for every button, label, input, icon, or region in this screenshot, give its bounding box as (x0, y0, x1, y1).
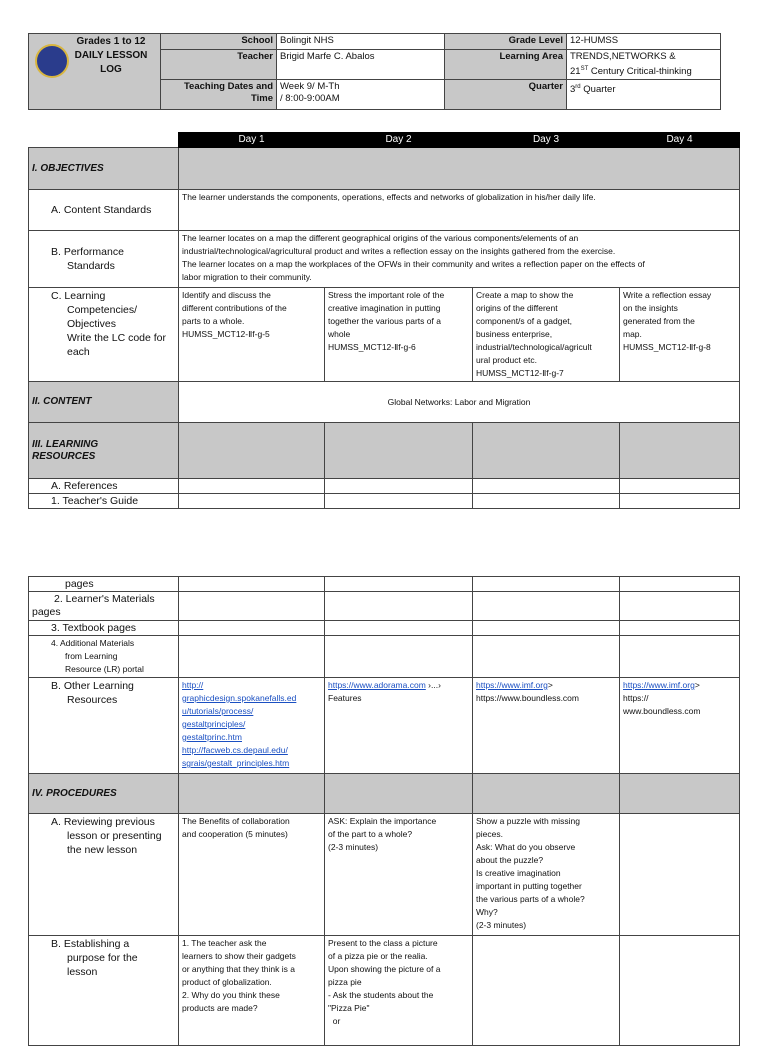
empty-cell (325, 621, 473, 636)
other-resources-day3 (473, 678, 620, 774)
empty-cell (325, 636, 473, 678)
objectives-blank (179, 148, 740, 190)
cell-line: creative imagination in putting (328, 303, 441, 313)
resource-link[interactable]: u/tutorials/process/ (182, 706, 254, 716)
cell-line: Create a map to show the (476, 290, 574, 300)
cell-line: HUMSS_MCT12-Ⅱf-g-5 (182, 329, 270, 339)
empty-cell (179, 592, 325, 621)
resource-link[interactable]: sgrais/gestalt_principles.htm (182, 758, 290, 768)
procedures-heading: IV. PROCEDURES (29, 774, 179, 814)
cell-line: on the insights (623, 303, 678, 313)
content-text: Global Networks: Labor and Migration (179, 382, 740, 423)
empty-cell (620, 577, 740, 592)
teacher-value: Brigid Marfe C. Abalos (277, 50, 445, 80)
empty-cell (179, 577, 325, 592)
cell-line: pieces. (476, 829, 503, 839)
teacher-label: Teacher (161, 50, 277, 80)
dates-value-line2: / 8:00-9:00AM (280, 93, 340, 105)
learning-area-label: Learning Area (445, 50, 567, 80)
resource-suffix: > (694, 680, 700, 690)
header-table (28, 33, 721, 110)
empty-cell (620, 621, 740, 636)
comp-label-line: Write the LC code for (67, 332, 167, 344)
resource-line: Features (328, 693, 362, 703)
cell-line: the various parts of a whole? (476, 894, 585, 904)
dates-label (161, 80, 277, 110)
cell-line: generated from the (623, 316, 695, 326)
dates-value-line1: Week 9/ M-Th (280, 81, 340, 93)
teachers-guide-label: 1. Teacher's Guide (29, 494, 179, 509)
deped-seal-logo (35, 44, 69, 78)
resource-link[interactable]: https://www.imf.org (476, 680, 548, 690)
cell-line: business enterprise, (476, 329, 553, 339)
cell-line: together the various parts of a (328, 316, 441, 326)
resource-suffix: > (547, 680, 553, 690)
textbook-pages-label: 3. Textbook pages (29, 621, 179, 636)
additional-line: Resource (LR) portal (65, 664, 144, 674)
resource-line: www.boundless.com (623, 706, 701, 716)
cell-line: Write a reflection essay (623, 290, 712, 300)
establishing-day2 (325, 936, 473, 1046)
cell-line: pizza pie (328, 977, 362, 987)
cell-line: (2-3 minutes) (328, 842, 379, 852)
cell-line: Upon showing the picture of a (328, 964, 441, 974)
proc-b-label-line: B. Establishing a (51, 938, 130, 950)
competency-day3 (473, 288, 620, 382)
empty-cell (325, 479, 473, 494)
resources-title-line1: III. LEARNING (32, 438, 99, 450)
content-heading: II. CONTENT (29, 382, 179, 423)
empty-cell (620, 494, 740, 509)
cell-line: and cooperation (5 minutes) (182, 829, 288, 839)
performance-standards-text (179, 231, 740, 288)
additional-materials-label (29, 636, 179, 678)
empty-cell (325, 577, 473, 592)
reviewing-day1 (179, 814, 325, 936)
learning-resources-heading (29, 423, 179, 479)
cell-line: "Pizza Pie" (328, 1003, 370, 1013)
reviewing-day3 (473, 814, 620, 936)
comp-label-line: each (67, 346, 90, 358)
content-standards-label: A. Content Standards (29, 190, 179, 231)
proc-a-label-line: lesson or presenting (67, 830, 162, 842)
cell-line: 2. Why do you think these (182, 990, 280, 1000)
empty-cell (473, 577, 620, 592)
cell-line: - Ask the students about the (328, 990, 434, 1000)
resource-link[interactable]: gestaltprinc.htm (182, 732, 242, 742)
resources-title-line2: RESOURCES (32, 450, 96, 462)
other-label-line1: B. Other Learning (51, 680, 134, 692)
competency-day2 (325, 288, 473, 382)
cell-line: Ask: What do you observe (476, 842, 576, 852)
cell-line: 1. The teacher ask the (182, 938, 267, 948)
cell-line: about the puzzle? (476, 855, 544, 865)
day2-header: Day 2 (325, 133, 473, 148)
resource-link[interactable]: http://facweb.cs.depaul.edu/ (182, 745, 288, 755)
references-label: A. References (29, 479, 179, 494)
learning-area-century: 21 (570, 66, 581, 78)
objectives-heading: I. OBJECTIVES (29, 148, 179, 190)
comp-label-line: Objectives (67, 318, 117, 330)
comp-label-line: Competencies/ (67, 304, 138, 316)
resource-link[interactable]: gestaltprinciples/ (182, 719, 246, 729)
teachers-guide-pages-label: pages (29, 577, 179, 592)
resource-line (623, 679, 736, 692)
empty-cell (473, 592, 620, 621)
resources-day4-blank (620, 423, 740, 479)
perf-text-line4: labor migration to their community. (182, 272, 312, 282)
grade-level-label: Grade Level (445, 34, 567, 50)
dates-value (277, 80, 445, 110)
perf-text-line3: The learner locates on a map the workplaces of the OFWs in their community and writes a reflection paper on the effects of (182, 259, 645, 269)
day3-header: Day 3 (473, 133, 620, 148)
empty-cell (179, 636, 325, 678)
competency-day1 (179, 288, 325, 382)
quarter-label: Quarter (445, 80, 567, 110)
dates-label-line1: Teaching Dates and (183, 81, 273, 93)
empty-cell (179, 494, 325, 509)
learning-area-rest: Century Critical-thinking (588, 66, 692, 78)
cell-line: ural product etc. (476, 355, 537, 365)
dll-title-cell (29, 34, 161, 110)
cell-line: HUMSS_MCT12-Ⅱf-g-8 (623, 342, 711, 352)
empty-cell (473, 636, 620, 678)
dll-title-line3: LOG (100, 64, 122, 75)
learners-materials-label (29, 592, 179, 621)
resource-link[interactable]: graphicdesign.spokanefalls.ed (182, 693, 297, 703)
cell-line: Why? (476, 907, 498, 917)
competencies-label (29, 288, 179, 382)
cell-line: industrial/technological/agricult (476, 342, 592, 352)
empty-cell (620, 592, 740, 621)
resource-line (328, 679, 469, 692)
resource-link[interactable]: https://www.imf.org (623, 680, 695, 690)
lesson-table-page2 (28, 576, 740, 1046)
content-standards-text: The learner understands the components, operations, effects and networks of globalization in his/her daily life. (179, 190, 740, 231)
day1-header: Day 1 (179, 133, 325, 148)
cell-line: of the part to a whole? (328, 829, 413, 839)
empty-cell (179, 479, 325, 494)
competency-day4 (620, 288, 740, 382)
learning-area-value (567, 50, 721, 80)
dll-title-line2: DAILY LESSON (74, 50, 148, 61)
cell-line: HUMSS_MCT12-Ⅱf-g-6 (328, 342, 416, 352)
proc-a-label-line: A. Reviewing previous (51, 816, 155, 828)
perf-text-line1: The learner locates on a map the different geographical origins of the various components/elements of an (182, 233, 579, 243)
proc-b-label-line: lesson (67, 966, 98, 978)
empty-cell (179, 621, 325, 636)
cell-line: whole (328, 329, 351, 339)
proc-b-label-line: purpose for the (67, 952, 138, 964)
additional-line: from Learning (65, 651, 118, 661)
resource-suffix: ›...› (425, 680, 441, 690)
learning-area-line2 (570, 63, 717, 78)
cell-line: or anything that they think is a (182, 964, 295, 974)
other-resources-label (29, 678, 179, 774)
other-label-line2: Resources (67, 694, 118, 706)
empty-cell (473, 479, 620, 494)
cell-line: HUMSS_MCT12-Ⅱf-g-7 (476, 368, 564, 378)
quarter-rest: Quarter (580, 84, 616, 96)
empty-cell (473, 621, 620, 636)
reviewing-lesson-label (29, 814, 179, 936)
cell-line: Present to the class a picture (328, 938, 438, 948)
proc-a-label-line: the new lesson (67, 844, 138, 856)
school-label: School (161, 34, 277, 50)
empty-cell (325, 592, 473, 621)
empty-cell (620, 814, 740, 936)
reviewing-day2 (325, 814, 473, 936)
resource-line (476, 679, 616, 692)
empty-cell (620, 636, 740, 678)
dates-label-line2: Time (250, 93, 273, 105)
procedures-day4-blank (620, 774, 740, 814)
cell-line: Is creative imagination (476, 868, 561, 878)
quarter-sup: rd (575, 84, 581, 91)
other-resources-day1 (179, 678, 325, 774)
resources-day1-blank (179, 423, 325, 479)
establishing-purpose-label (29, 936, 179, 1046)
performance-standards-label (29, 231, 179, 288)
cell-line: map. (623, 329, 642, 339)
perf-label-line2: Standards (67, 260, 115, 272)
cell-line: of a pizza pie or the realia. (328, 951, 428, 961)
cell-line: different contributions of the (182, 303, 287, 313)
grade-level-value: 12-HUMSS (567, 34, 721, 50)
cell-line: important in putting together (476, 881, 582, 891)
additional-line: 4. Additional Materials (51, 638, 135, 648)
empty-cell (620, 936, 740, 1046)
perf-text-line2: industrial/technological/agricultural product and writes a reflection essay on the insights gathered from the exercise. (182, 246, 616, 256)
cell-line: products are made? (182, 1003, 258, 1013)
other-resources-day4 (620, 678, 740, 774)
resource-link[interactable]: https://www.adorama.com (328, 680, 426, 690)
comp-label-line: C. Learning (51, 290, 106, 302)
cell-line: Show a puzzle with missing (476, 816, 580, 826)
establishing-day1 (179, 936, 325, 1046)
cell-line: Stress the important role of the (328, 290, 445, 300)
empty-cell (473, 936, 620, 1046)
empty-cell (620, 479, 740, 494)
empty-cell (325, 494, 473, 509)
dll-title-line1: Grades 1 to 12 (76, 36, 146, 47)
cell-line: ASK: Explain the importance (328, 816, 437, 826)
blank-header-cell (29, 133, 179, 148)
resource-line: https:// (623, 693, 649, 703)
resources-day2-blank (325, 423, 473, 479)
procedures-day3-blank (473, 774, 620, 814)
day4-header: Day 4 (620, 133, 740, 148)
learners-label-line1: 2. Learner's Materials (54, 593, 155, 605)
school-value: Bolingit NHS (277, 34, 445, 50)
cell-line: (2-3 minutes) (476, 920, 527, 930)
resources-day3-blank (473, 423, 620, 479)
quarter-value (567, 80, 721, 110)
lesson-table-page1 (28, 132, 740, 509)
resource-link[interactable]: http:// (182, 680, 204, 690)
learning-area-line1: TRENDS,NETWORKS & (570, 51, 676, 62)
other-resources-day2 (325, 678, 473, 774)
cell-line: learners to show their gadgets (182, 951, 296, 961)
learning-area-sup: ST (580, 66, 589, 72)
procedures-day2-blank (325, 774, 473, 814)
quarter-num: 3 (570, 84, 576, 96)
cell-line: component/s of a gadget, (476, 316, 572, 326)
resource-line: https://www.boundless.com (476, 693, 579, 703)
procedures-day1-blank (179, 774, 325, 814)
perf-label-line1: B. Performance (51, 246, 124, 258)
empty-cell (473, 494, 620, 509)
cell-line: origins of the different (476, 303, 558, 313)
cell-line: The Benefits of collaboration (182, 816, 290, 826)
learners-label-line2: pages (32, 606, 61, 618)
cell-line: Identify and discuss the (182, 290, 271, 300)
cell-line: parts to a whole. (182, 316, 245, 326)
cell-line: or (328, 1016, 341, 1026)
cell-line: product of globalization. (182, 977, 272, 987)
